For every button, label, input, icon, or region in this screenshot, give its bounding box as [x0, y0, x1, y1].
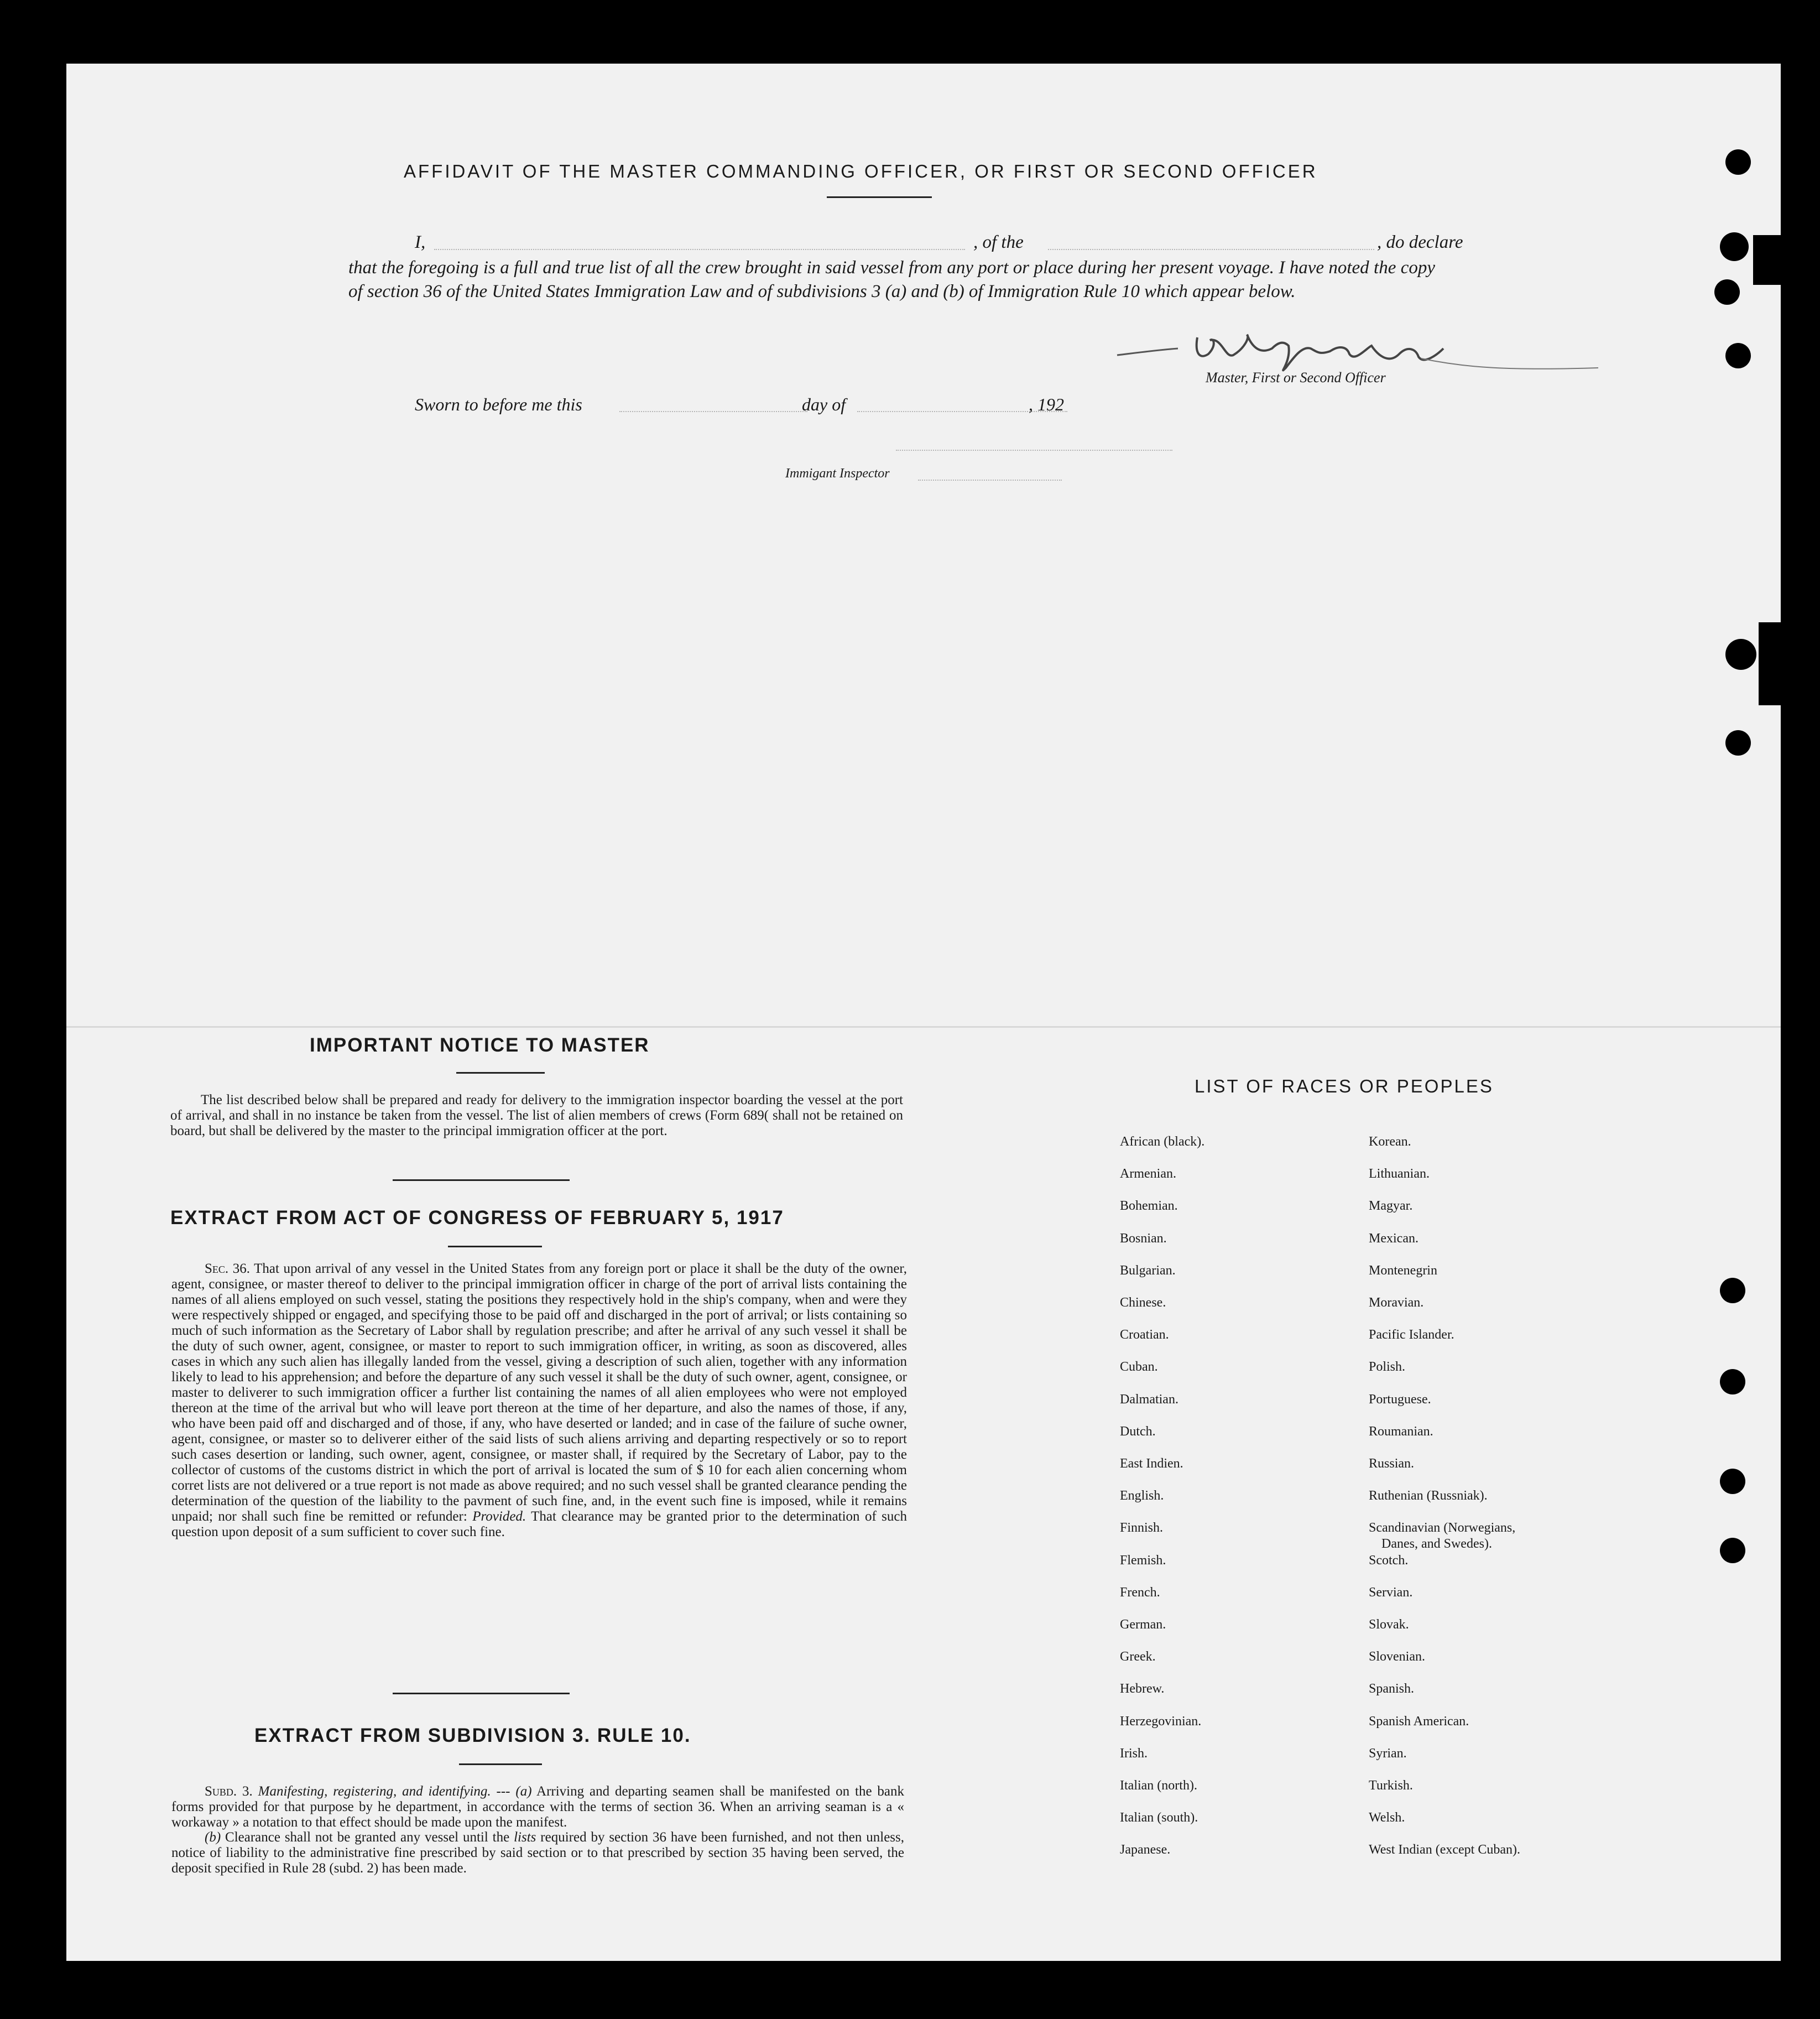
- torn-edge: [1759, 622, 1781, 705]
- punch-hole: [1714, 279, 1740, 305]
- race-left-item: Armenian.: [1120, 1167, 1176, 1182]
- master-name-field[interactable]: [434, 249, 965, 250]
- race-left-item: Greek.: [1120, 1649, 1156, 1664]
- punch-hole: [1725, 639, 1756, 670]
- provided-label: Provided.: [472, 1509, 526, 1524]
- race-right-item: Lithuanian.: [1369, 1167, 1430, 1182]
- race-right-item: Syrian.: [1369, 1746, 1407, 1761]
- subdivision-3a-text: Subd. 3. Manifesting, registering, and identifying. --- (a) Arriving and departing seamen shall be manifested on the bank forms provided for that purpose by he department, in accordance with the terms of section 36. When an arriving seaman is a « workaway » a notation to that effect should be made upon the manifest.: [171, 1784, 905, 1830]
- notice-text: The list described below shall be prepared and ready for delivery to the immigration inspector boarding the vessel at the port of arrival, and shall in no instance be taken from the vessel. The list of alien members of crews (Form 689( shall not be retained on board, but shall be delivered by the master to the principal immigration officer at the port.: [170, 1092, 903, 1138]
- race-right-item: Pacific Islander.: [1369, 1328, 1454, 1342]
- punch-hole: [1720, 1278, 1745, 1303]
- race-right-item: Montenegrin: [1369, 1263, 1437, 1278]
- act-end-rule: [393, 1693, 570, 1694]
- sec-36-body: 36. That upon arrival of any vessel in the United States from any foreign port or place it shall be the duty of the owner, agent, consignee, or master thereof to deliver to the principal immigration officer in charge of the port of arrival lists containing the names of all aliens employed on such vessel, stating the positions they respectively hold in the ship's company, when and were they were respectively shipped or engaged, and specifying those to be paid off and discharged in the port of arrival; or lists containing so much of such information as the Secretary of Labor shall by regulation prescribe; and after he arrival of any such vessel it shall be the duty of such owner, agent, consignee, or master to report to such immigration officer, in writing, as soon as discovered, alles cases in which any such alien has illegally landed from the vessel, giving a description of such alien, together with any information likely to lead to his apprehension; and before the departure of any such vessel it shall be the duty of such owner, agent, consignee, or master to deliverer to such immigration officer a further list containing the names of all alien employees who were not employed thereon at the time of the arrival but who will leave port thereon at the time of her departure, and also the names of those, if any, who have been paid off and discharged and of those, if any, who have deserted or landed; and in case of the failure of suche owner, agent, consignee, or master so to deliverer either of the said lists of such aliens arriving and departing respectively or so to report such cases desertion or landing, such owner, agent, consignee, or master shall, if required by the Secretary of Labor, pay to the collector of customs of the customs district in which the port of arrival is located the sum of $ 10 for each alien concerning whom corret lists are not delivered or a true report is not made as above required; and no such vessel shall be granted clearance pending the determination of the question of the liability to the pavment of such fine, and, in the event such fine is imposed, while it remains unpaid; nor shall such fine be remitted or refunder:: [171, 1261, 908, 1524]
- race-left-item: African (black).: [1120, 1135, 1205, 1149]
- race-left-item: East Indien.: [1120, 1456, 1183, 1471]
- notice-title: IMPORTANT NOTICE TO MASTER: [310, 1034, 650, 1056]
- race-right-item: Magyar.: [1369, 1199, 1413, 1214]
- race-left-item: Hebrew.: [1120, 1682, 1165, 1697]
- rule-title-rule: [459, 1763, 542, 1765]
- inspector-signature-line[interactable]: [896, 450, 1172, 451]
- race-right-item: Slovak.: [1369, 1617, 1409, 1632]
- race-right-item: Portuguese.: [1369, 1392, 1431, 1407]
- race-left-item: Croatian.: [1120, 1328, 1169, 1342]
- race-right-item: Ruthenian (Russniak).: [1369, 1489, 1488, 1503]
- race-left-item: Finnish.: [1120, 1521, 1164, 1536]
- subd-b-lists: lists: [514, 1830, 536, 1845]
- race-right-item: Moravian.: [1369, 1295, 1424, 1310]
- sec-36-end: That clearance may be granted prior to the determination of such question upon deposit of a sum sufficient to cover such fine.: [171, 1509, 907, 1539]
- race-right-item: Polish.: [1369, 1360, 1406, 1375]
- punch-hole: [1725, 730, 1751, 756]
- race-right-item: Russian.: [1369, 1456, 1415, 1471]
- subd-a-label: (a): [515, 1784, 532, 1799]
- race-right-item: Mexican.: [1369, 1231, 1419, 1246]
- race-left-item: Dalmatian.: [1120, 1392, 1178, 1407]
- subd-heading: Manifesting, registering, and identifying.: [258, 1784, 491, 1799]
- affidavit-i-label: I,: [415, 232, 426, 252]
- race-left-item: Irish.: [1120, 1746, 1148, 1761]
- punch-hole: [1720, 1538, 1745, 1563]
- race-right-item: Spanish American.: [1369, 1714, 1469, 1729]
- punch-hole: [1720, 1469, 1745, 1494]
- race-left-item: French.: [1120, 1585, 1160, 1600]
- section-36-text: [171, 1261, 907, 1540]
- rule-extract-title: EXTRACT FROM SUBDIVISION 3. RULE 10.: [254, 1725, 691, 1746]
- sec-label: Sec.: [205, 1261, 229, 1276]
- fold-line: [66, 1026, 1781, 1028]
- subd-b-label: (b): [205, 1830, 221, 1845]
- affidavit-title: AFFIDAVIT OF THE MASTER COMMANDING OFFICER, OR FIRST OR SECOND OFFICER: [404, 161, 1318, 181]
- race-right-item: Slovenian.: [1369, 1649, 1425, 1664]
- race-left-item: Bosnian.: [1120, 1231, 1167, 1246]
- punch-hole: [1720, 232, 1749, 261]
- race-right-item: Turkish.: [1369, 1778, 1413, 1793]
- affidavit-of-the-label: , of the: [973, 232, 1024, 252]
- document-page: [66, 64, 1781, 1961]
- race-left-item: Italian (north).: [1120, 1778, 1197, 1793]
- punch-hole: [1725, 149, 1751, 175]
- race-left-item: Japanese.: [1120, 1843, 1171, 1857]
- race-right-item: Scandinavian (Norwegians,: [1369, 1521, 1516, 1536]
- race-left-item: Bohemian.: [1120, 1199, 1178, 1214]
- race-left-item: Dutch.: [1120, 1424, 1156, 1439]
- affidavit-body: that the foregoing is a full and true list of all the crew brought in said vessel from any port or place during her present voyage. I have noted the copy of section 36 of the United States Immigration Law and of subdivisions 3 (a) and (b) of Immigration Rule 10 which appear below.: [348, 258, 1435, 301]
- race-right-item: Roumanian.: [1369, 1424, 1433, 1439]
- signature-caption: Master, First or Second Officer: [1206, 370, 1386, 386]
- vessel-name-field[interactable]: [1048, 249, 1374, 250]
- torn-edge: [1753, 235, 1781, 285]
- race-right-item: Danes, and Swedes).: [1381, 1537, 1492, 1552]
- race-left-item: Cuban.: [1120, 1360, 1158, 1375]
- race-right-item: West Indian (except Cuban).: [1369, 1843, 1520, 1857]
- sworn-day-field[interactable]: [619, 411, 807, 412]
- affidavit-declare-label: , do declare: [1377, 232, 1463, 252]
- punch-hole: [1720, 1369, 1745, 1394]
- subd-a-body: Arriving and departing seamen shall be manifested on the bank forms provided for that purpose by he department, in accordance with the terms of section 36. When an arriving seaman is a « workaway » a notation to that effect should be made upon the manifest.: [171, 1784, 905, 1830]
- race-right-item: Servian.: [1369, 1585, 1413, 1600]
- subdivision-3b-text: [171, 1830, 904, 1876]
- race-left-item: Bulgarian.: [1120, 1263, 1176, 1278]
- race-right-item: Scotch.: [1369, 1553, 1409, 1568]
- race-right-item: Spanish.: [1369, 1682, 1415, 1697]
- act-title-rule: [448, 1246, 542, 1247]
- sworn-label: Sworn to before me this: [415, 394, 582, 414]
- race-right-item: Korean.: [1369, 1135, 1411, 1149]
- race-left-item: Italian (south).: [1120, 1810, 1198, 1825]
- title-rule: [827, 196, 932, 198]
- subd-label: Subd. 3.: [205, 1784, 253, 1799]
- race-right-item: Welsh.: [1369, 1810, 1405, 1825]
- punch-hole: [1725, 343, 1751, 368]
- day-of-label: day of: [802, 394, 846, 414]
- race-left-item: Herzegovinian.: [1120, 1714, 1202, 1729]
- notice-rule: [456, 1072, 545, 1074]
- races-title: LIST OF RACES OR PEOPLES: [1195, 1076, 1494, 1096]
- race-left-item: German.: [1120, 1617, 1166, 1632]
- year-label: , 192: [1029, 394, 1064, 414]
- subd-b-body-2: required by section 36 have been furnished, and not then unless, notice of liability to the administrative fine prescribed by said section or to that prescribed by section 35 having been served, the deposit specified in Rule 28 (subd. 2) has been made.: [171, 1830, 904, 1876]
- race-left-item: Chinese.: [1120, 1295, 1166, 1310]
- inspector-name-line[interactable]: [918, 480, 1062, 481]
- notice-end-rule: [393, 1179, 570, 1181]
- race-left-item: Flemish.: [1120, 1553, 1166, 1568]
- inspector-label: Immigant Inspector: [785, 466, 890, 481]
- race-left-item: English.: [1120, 1489, 1164, 1503]
- subd-b-body-1: Clearance shall not be granted any vessel until the: [225, 1830, 510, 1845]
- act-extract-title: EXTRACT FROM ACT OF CONGRESS OF FEBRUARY 5, 1917: [170, 1207, 784, 1229]
